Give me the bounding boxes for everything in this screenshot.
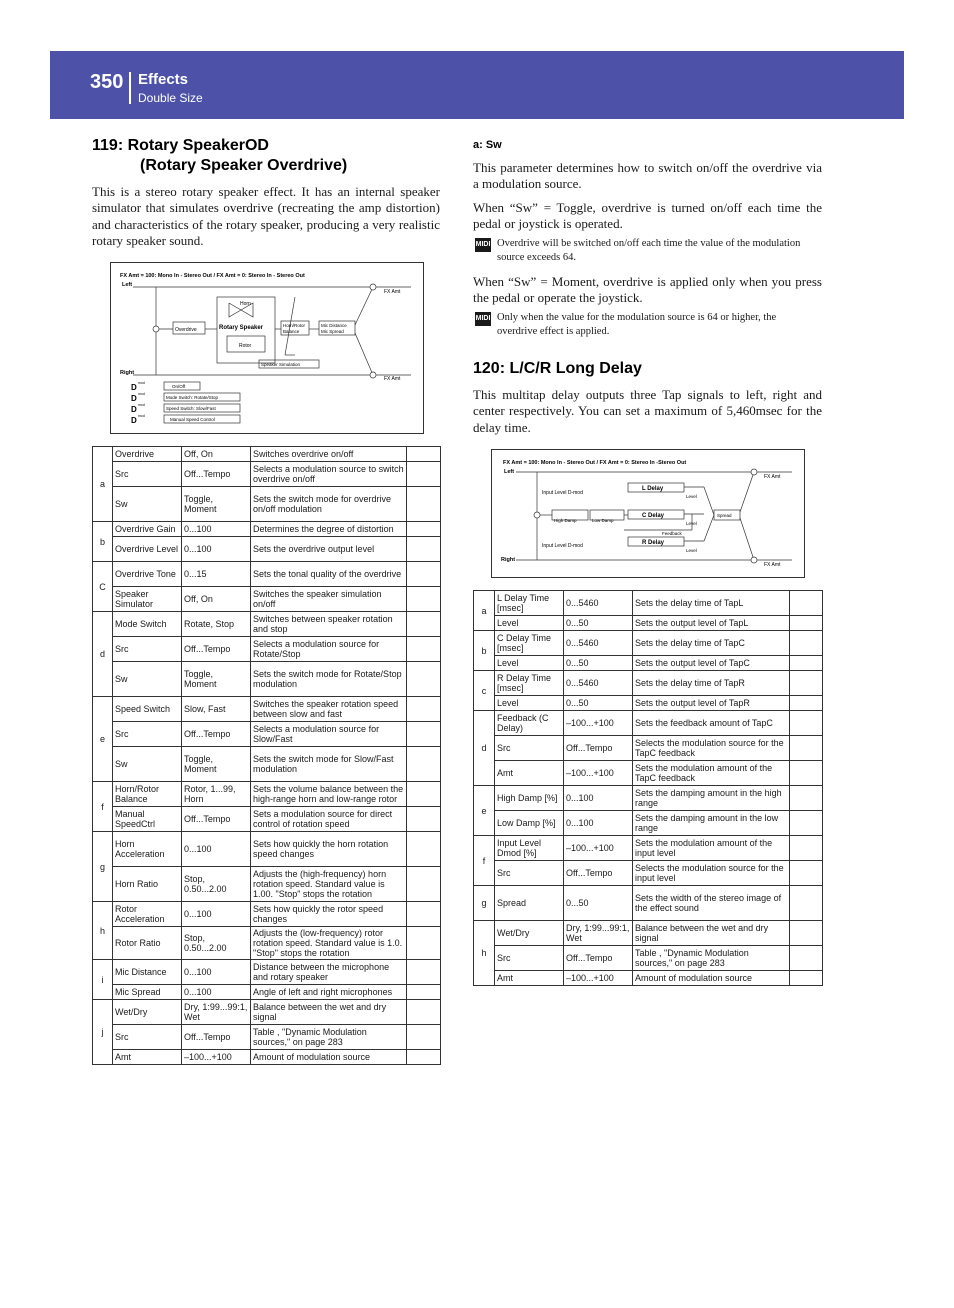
table-row xyxy=(93,782,441,807)
param-description: Selects a modulation source for Rotate/Stop xyxy=(251,637,407,662)
table-row xyxy=(474,786,823,811)
r-delay-block: R Delay xyxy=(642,540,665,546)
param-range: 0...5460 xyxy=(564,631,633,656)
diagram-top-label: FX Amt = 100: Mono In - Stereo Out / FX Amt = 0: Stereo In -Stereo Out xyxy=(503,460,687,466)
table-row xyxy=(93,487,441,522)
table-row xyxy=(93,537,441,562)
table-row xyxy=(93,722,441,747)
group-letter: b xyxy=(93,522,113,562)
group-letter: e xyxy=(93,697,113,782)
mic-distance-label: Mic Distance xyxy=(321,323,347,328)
param-description: Sets the output level of TapC xyxy=(633,656,790,671)
param-description: Sets the overdrive output level xyxy=(251,537,407,562)
group-letter: f xyxy=(474,836,495,886)
dmod-icon-2: D xyxy=(131,394,137,403)
rotary-speaker-block: Rotary Speaker xyxy=(219,325,264,331)
param-empty-cell xyxy=(790,671,823,696)
table-row xyxy=(474,671,823,696)
param-description: Sets the switch mode for Slow/Fast modulation xyxy=(251,747,407,782)
group-letter: a xyxy=(474,591,495,631)
diagram-fxamt-top: FX Amt xyxy=(764,474,781,480)
param-range: Off...Tempo xyxy=(182,1025,251,1050)
param-name: Wet/Dry xyxy=(495,921,564,946)
param-description: Switches overdrive on/off xyxy=(251,447,407,462)
low-damp-label: Low Damp xyxy=(592,518,614,523)
param-description: Sets the delay time of TapR xyxy=(633,671,790,696)
speed-switch-label: Speed Switch: Slow/Fast xyxy=(166,406,216,411)
param-range: 0...100 xyxy=(182,537,251,562)
section-120-intro: This multitap delay outputs three Tap signals to left, right and center respectively. You can set a maximum of 5,460msec for the delay time. xyxy=(473,387,822,435)
param-name: Src xyxy=(113,1025,182,1050)
param-description: Sets a modulation source for direct control of rotation speed xyxy=(251,807,407,832)
param-description: Selects the modulation source for the TapC feedback xyxy=(633,736,790,761)
param-empty-cell xyxy=(790,591,823,616)
param-description: Adjusts the (low-frequency) rotor rotation speed. Standard value is 1.0. "Stop" stops the rotation xyxy=(251,927,407,960)
table-row xyxy=(474,836,823,861)
table-row xyxy=(474,656,823,671)
group-letter: d xyxy=(93,612,113,697)
param-description: Balance between the wet and dry signal xyxy=(251,1000,407,1025)
feedback-label: Feedback xyxy=(662,531,682,536)
param-empty-cell xyxy=(407,587,441,612)
param-range: Toggle, Moment xyxy=(182,662,251,697)
table-row xyxy=(93,902,441,927)
sw-note-2: Only when the value for the modulation source is 64 or higher, the overdrive effect is applied. xyxy=(497,312,777,337)
param-range: Rotate, Stop xyxy=(182,612,251,637)
param-range: 0...100 xyxy=(182,960,251,985)
param-name: Src xyxy=(113,637,182,662)
dmod-icon-1: D xyxy=(131,383,137,392)
param-empty-cell xyxy=(407,662,441,697)
group-letter: h xyxy=(474,921,495,986)
group-letter: i xyxy=(93,960,113,1000)
param-empty-cell xyxy=(790,736,823,761)
param-name: High Damp [%] xyxy=(495,786,564,811)
param-empty-cell xyxy=(790,616,823,631)
table-row xyxy=(474,591,823,616)
param-empty-cell xyxy=(790,761,823,786)
table-row xyxy=(93,1000,441,1025)
table-row xyxy=(474,921,823,946)
param-description: Angle of left and right microphones xyxy=(251,985,407,1000)
param-range: 0...5460 xyxy=(564,671,633,696)
param-description: Sets the delay time of TapC xyxy=(633,631,790,656)
input-level-top: Input Level D-mod xyxy=(542,490,583,496)
diagram-fxamt-top: FX Amt xyxy=(384,289,401,295)
param-description: Distance between the microphone and rotary speaker xyxy=(251,960,407,985)
param-range: –100...+100 xyxy=(564,971,633,986)
param-name: Horn Ratio xyxy=(113,867,182,902)
param-description: Sets the output level of TapL xyxy=(633,616,790,631)
param-empty-cell xyxy=(790,711,823,736)
param-description: Balance between the wet and dry signal xyxy=(633,921,790,946)
dmod-icon-3: D xyxy=(131,405,137,414)
param-range: Off...Tempo xyxy=(564,946,633,971)
param-range: Toggle, Moment xyxy=(182,487,251,522)
param-empty-cell xyxy=(407,462,441,487)
param-name: Spread xyxy=(495,886,564,921)
group-letter: g xyxy=(93,832,113,902)
group-letter: f xyxy=(93,782,113,832)
param-empty-cell xyxy=(790,786,823,811)
param-empty-cell xyxy=(407,960,441,985)
param-empty-cell xyxy=(407,722,441,747)
param-description: Adjusts the (high-frequency) horn rotation speed. Standard value is 1.00. "Stop" stops the rotation xyxy=(251,867,407,902)
param-name: C Delay Time [msec] xyxy=(495,631,564,656)
table-row xyxy=(474,696,823,711)
param-empty-cell xyxy=(407,867,441,902)
group-letter: c xyxy=(474,671,495,711)
manual-speed-label: Manual Speed Control xyxy=(170,417,215,422)
param-range: Stop, 0.50...2.00 xyxy=(182,927,251,960)
param-description: Sets the modulation amount of the TapC feedback xyxy=(633,761,790,786)
table-row xyxy=(93,807,441,832)
param-range: Off...Tempo xyxy=(564,736,633,761)
param-description: Determines the degree of distortion xyxy=(251,522,407,537)
midi-icon: MIDI xyxy=(475,238,491,252)
param-empty-cell xyxy=(407,985,441,1000)
header-title: Effects xyxy=(138,71,189,88)
param-range: 0...100 xyxy=(182,832,251,867)
level-c-label: Level xyxy=(686,521,697,526)
group-letter: C xyxy=(93,562,113,612)
param-empty-cell xyxy=(790,861,823,886)
param-name: Level xyxy=(495,696,564,711)
param-empty-cell xyxy=(790,946,823,971)
param-empty-cell xyxy=(407,782,441,807)
param-description: Sets the feedback amount of TapC xyxy=(633,711,790,736)
param-name: R Delay Time [msec] xyxy=(495,671,564,696)
param-name: Mic Distance xyxy=(113,960,182,985)
param-name: Sw xyxy=(113,747,182,782)
group-letter: d xyxy=(474,711,495,786)
param-empty-cell xyxy=(407,1050,441,1065)
param-name: Amt xyxy=(495,971,564,986)
midi-icon: MIDI xyxy=(475,312,491,326)
high-damp-label: High Damp xyxy=(554,518,577,523)
param-name: Horn/Rotor Balance xyxy=(113,782,182,807)
param-name: Speaker Simulator xyxy=(113,587,182,612)
param-empty-cell xyxy=(407,927,441,960)
param-range: Stop, 0.50...2.00 xyxy=(182,867,251,902)
param-range: 0...50 xyxy=(564,656,633,671)
rotor-label: Rotor xyxy=(239,343,252,349)
diagram-fxamt-bottom: FX Amt xyxy=(384,376,401,382)
spread-block: Spread xyxy=(717,513,732,518)
param-empty-cell xyxy=(790,971,823,986)
param-range: Off...Tempo xyxy=(564,861,633,886)
param-range: Toggle, Moment xyxy=(182,747,251,782)
param-name: L Delay Time [msec] xyxy=(495,591,564,616)
diagram-top-label: FX Amt = 100: Mono In - Stereo Out / FX Amt = 0: Stereo In - Stereo Out xyxy=(120,273,305,279)
section-119-subtitle: (Rotary Speaker Overdrive) xyxy=(140,157,348,174)
mod-label-2: mod xyxy=(138,392,145,396)
param-empty-cell xyxy=(407,522,441,537)
param-range: 0...50 xyxy=(564,886,633,921)
param-empty-cell xyxy=(790,696,823,711)
param-name: Sw xyxy=(113,662,182,697)
param-range: Off...Tempo xyxy=(182,637,251,662)
param-range: –100...+100 xyxy=(182,1050,251,1065)
table-row xyxy=(93,462,441,487)
param-range: –100...+100 xyxy=(564,711,633,736)
param-empty-cell xyxy=(407,832,441,867)
param-name: Input Level Dmod [%] xyxy=(495,836,564,861)
group-letter: a xyxy=(93,447,113,522)
diagram-right-label: Right xyxy=(501,557,516,563)
table-row xyxy=(474,886,823,921)
table-row xyxy=(474,971,823,986)
param-empty-cell xyxy=(407,537,441,562)
param-range: 0...100 xyxy=(182,985,251,1000)
param-name: Low Damp [%] xyxy=(495,811,564,836)
rotary-speaker-diagram xyxy=(110,262,424,434)
diagram-fxamt-bottom: FX Amt xyxy=(764,562,781,568)
param-empty-cell xyxy=(407,807,441,832)
table-row xyxy=(93,562,441,587)
param-empty-cell xyxy=(407,902,441,927)
param-name: Feedback (C Delay) xyxy=(495,711,564,736)
param-empty-cell xyxy=(407,447,441,462)
param-empty-cell xyxy=(790,811,823,836)
level-r-label: Level xyxy=(686,548,697,553)
param-name: Mode Switch xyxy=(113,612,182,637)
param-description: Sets the switch mode for Rotate/Stop modulation xyxy=(251,662,407,697)
onoff-label: On/Off xyxy=(172,384,186,389)
param-empty-cell xyxy=(407,747,441,782)
group-letter: g xyxy=(474,886,495,921)
table-row xyxy=(474,631,823,656)
table-row xyxy=(93,867,441,902)
dmod-icon-4: D xyxy=(131,416,137,425)
param-description: Sets the damping amount in the low range xyxy=(633,811,790,836)
param-description: Amount of modulation source xyxy=(633,971,790,986)
param-range: Off...Tempo xyxy=(182,807,251,832)
param-empty-cell xyxy=(407,562,441,587)
param-name: Rotor Ratio xyxy=(113,927,182,960)
param-name: Overdrive Tone xyxy=(113,562,182,587)
level-l-label: Level xyxy=(686,494,697,499)
mode-switch-label: Mode Switch: Rotate/Stop xyxy=(166,395,219,400)
c-delay-block: C Delay xyxy=(642,513,665,519)
group-letter: j xyxy=(93,1000,113,1065)
param-description: Selects a modulation source to switch overdrive on/off xyxy=(251,462,407,487)
mic-spread-label: Mic Spread xyxy=(321,329,344,334)
param-name: Horn Acceleration xyxy=(113,832,182,867)
param-description: Table , "Dynamic Modulation sources," on page 283 xyxy=(251,1025,407,1050)
param-range: –100...+100 xyxy=(564,836,633,861)
table-row xyxy=(93,985,441,1000)
input-level-bottom: Input Level D-mod xyxy=(542,543,583,549)
param-description: Switches the speaker simulation on/off xyxy=(251,587,407,612)
section-120-title: 120: L/C/R Long Delay xyxy=(473,360,642,377)
table-row xyxy=(474,861,823,886)
mod-label-3: mod xyxy=(138,403,145,407)
param-range: 0...15 xyxy=(182,562,251,587)
param-name: Src xyxy=(495,946,564,971)
table-row xyxy=(93,447,441,462)
overdrive-block: Overdrive xyxy=(175,327,197,333)
param-empty-cell xyxy=(790,836,823,861)
param-description: Selects a modulation source for Slow/Fast xyxy=(251,722,407,747)
param-description: Sets the width of the stereo image of the effect sound xyxy=(633,886,790,921)
param-description: Table , "Dynamic Modulation sources," on page 283 xyxy=(633,946,790,971)
param-name: Sw xyxy=(113,487,182,522)
header-subtitle: Double Size xyxy=(138,91,203,105)
param-empty-cell xyxy=(407,1000,441,1025)
param-empty-cell xyxy=(790,656,823,671)
param-empty-cell xyxy=(407,1025,441,1050)
param-range: 0...50 xyxy=(564,616,633,631)
sw-subhead: a: Sw xyxy=(473,139,502,151)
table-row xyxy=(93,747,441,782)
param-description: Sets how quickly the horn rotation speed changes xyxy=(251,832,407,867)
param-range: –100...+100 xyxy=(564,761,633,786)
header-separator xyxy=(129,72,131,104)
param-name: Overdrive xyxy=(113,447,182,462)
param-empty-cell xyxy=(790,921,823,946)
page-header xyxy=(50,51,904,119)
mod-label-4: mod xyxy=(138,414,145,418)
table-row xyxy=(93,927,441,960)
param-empty-cell xyxy=(407,612,441,637)
param-description: Sets the tonal quality of the overdrive xyxy=(251,562,407,587)
horn-rotor-balance-1: Horn/Rotor xyxy=(283,323,306,328)
group-letter: b xyxy=(474,631,495,671)
l-delay-block: L Delay xyxy=(642,486,664,492)
param-description: Switches the speaker rotation speed between slow and fast xyxy=(251,697,407,722)
sw-paragraph-2: When “Sw” = Toggle, overdrive is turned on/off each time the pedal or joystick is operated. xyxy=(473,200,822,232)
param-range: Off...Tempo xyxy=(182,462,251,487)
table-row xyxy=(93,522,441,537)
param-range: Dry, 1:99...99:1, Wet xyxy=(564,921,633,946)
section-119-intro: This is a stereo rotary speaker effect. It has an internal speaker simulator that simulates overdrive (recreating the amp distortion) and characteristics of the rotary speaker, producing a very realistic rotary speaker sound. xyxy=(92,184,440,248)
param-range: 0...100 xyxy=(182,902,251,927)
table-row xyxy=(93,587,441,612)
param-description: Sets how quickly the rotor speed changes xyxy=(251,902,407,927)
table-row xyxy=(474,761,823,786)
param-name: Wet/Dry xyxy=(113,1000,182,1025)
section-119-title: 119: Rotary SpeakerOD xyxy=(92,137,269,154)
param-range: Off, On xyxy=(182,447,251,462)
param-name: Src xyxy=(495,861,564,886)
rotary-speaker-param-table xyxy=(92,446,441,1065)
param-empty-cell xyxy=(790,886,823,921)
param-range: Rotor, 1...99, Horn xyxy=(182,782,251,807)
table-row xyxy=(474,811,823,836)
table-row xyxy=(93,612,441,637)
param-name: Mic Spread xyxy=(113,985,182,1000)
param-name: Overdrive Gain xyxy=(113,522,182,537)
param-range: Dry, 1:99...99:1, Wet xyxy=(182,1000,251,1025)
page-number: 350 xyxy=(90,71,124,93)
param-empty-cell xyxy=(407,637,441,662)
table-row xyxy=(93,1050,441,1065)
param-empty-cell xyxy=(407,487,441,522)
param-range: Off, On xyxy=(182,587,251,612)
param-name: Amt xyxy=(113,1050,182,1065)
table-row xyxy=(93,637,441,662)
param-range: 0...100 xyxy=(564,786,633,811)
param-description: Sets the switch mode for overdrive on/off modulation xyxy=(251,487,407,522)
param-range: 0...100 xyxy=(182,522,251,537)
param-range: Slow, Fast xyxy=(182,697,251,722)
param-name: Src xyxy=(113,462,182,487)
lcr-delay-diagram xyxy=(491,449,805,578)
param-description: Sets the output level of TapR xyxy=(633,696,790,711)
param-description: Switches between speaker rotation and stop xyxy=(251,612,407,637)
table-row xyxy=(93,960,441,985)
param-description: Selects the modulation source for the input level xyxy=(633,861,790,886)
param-name: Level xyxy=(495,656,564,671)
param-description: Sets the volume balance between the high-range horn and low-range rotor xyxy=(251,782,407,807)
param-name: Amt xyxy=(495,761,564,786)
param-range: Off...Tempo xyxy=(182,722,251,747)
param-name: Speed Switch xyxy=(113,697,182,722)
horn-rotor-balance-2: Balance xyxy=(283,329,300,334)
param-name: Level xyxy=(495,616,564,631)
group-letter: e xyxy=(474,786,495,836)
table-row xyxy=(474,711,823,736)
param-empty-cell xyxy=(407,697,441,722)
param-range: 0...50 xyxy=(564,696,633,711)
table-row xyxy=(93,697,441,722)
param-name: Overdrive Level xyxy=(113,537,182,562)
table-row xyxy=(93,1025,441,1050)
table-row xyxy=(93,832,441,867)
sw-note-1: Overdrive will be switched on/off each time the value of the modulation source exceeds 64. xyxy=(497,238,801,263)
horn-label: Horn xyxy=(240,301,251,307)
speaker-sim-label: Speaker Simulation xyxy=(261,362,301,367)
param-description: Sets the damping amount in the high range xyxy=(633,786,790,811)
param-description: Sets the delay time of TapL xyxy=(633,591,790,616)
diagram-left-label: Left xyxy=(504,469,515,475)
param-name: Rotor Acceleration xyxy=(113,902,182,927)
table-row xyxy=(93,662,441,697)
param-range: 0...100 xyxy=(564,811,633,836)
param-name: Src xyxy=(495,736,564,761)
mod-label-1: mod xyxy=(138,381,145,385)
table-row xyxy=(474,616,823,631)
param-empty-cell xyxy=(790,631,823,656)
param-name: Src xyxy=(113,722,182,747)
param-range: 0...5460 xyxy=(564,591,633,616)
param-description: Sets the modulation amount of the input level xyxy=(633,836,790,861)
sw-paragraph-1: This parameter determines how to switch on/off the overdrive via a modulation source. xyxy=(473,160,822,192)
lcr-delay-param-table xyxy=(473,590,823,986)
table-row xyxy=(474,736,823,761)
table-row xyxy=(474,946,823,971)
param-description: Amount of modulation source xyxy=(251,1050,407,1065)
param-name: Manual SpeedCtrl xyxy=(113,807,182,832)
diagram-right-label: Right xyxy=(120,370,135,376)
sw-paragraph-3: When “Sw” = Moment, overdrive is applied only when you press the pedal or operate the joystick. xyxy=(473,274,822,306)
group-letter: h xyxy=(93,902,113,960)
diagram-left-label: Left xyxy=(122,282,133,288)
